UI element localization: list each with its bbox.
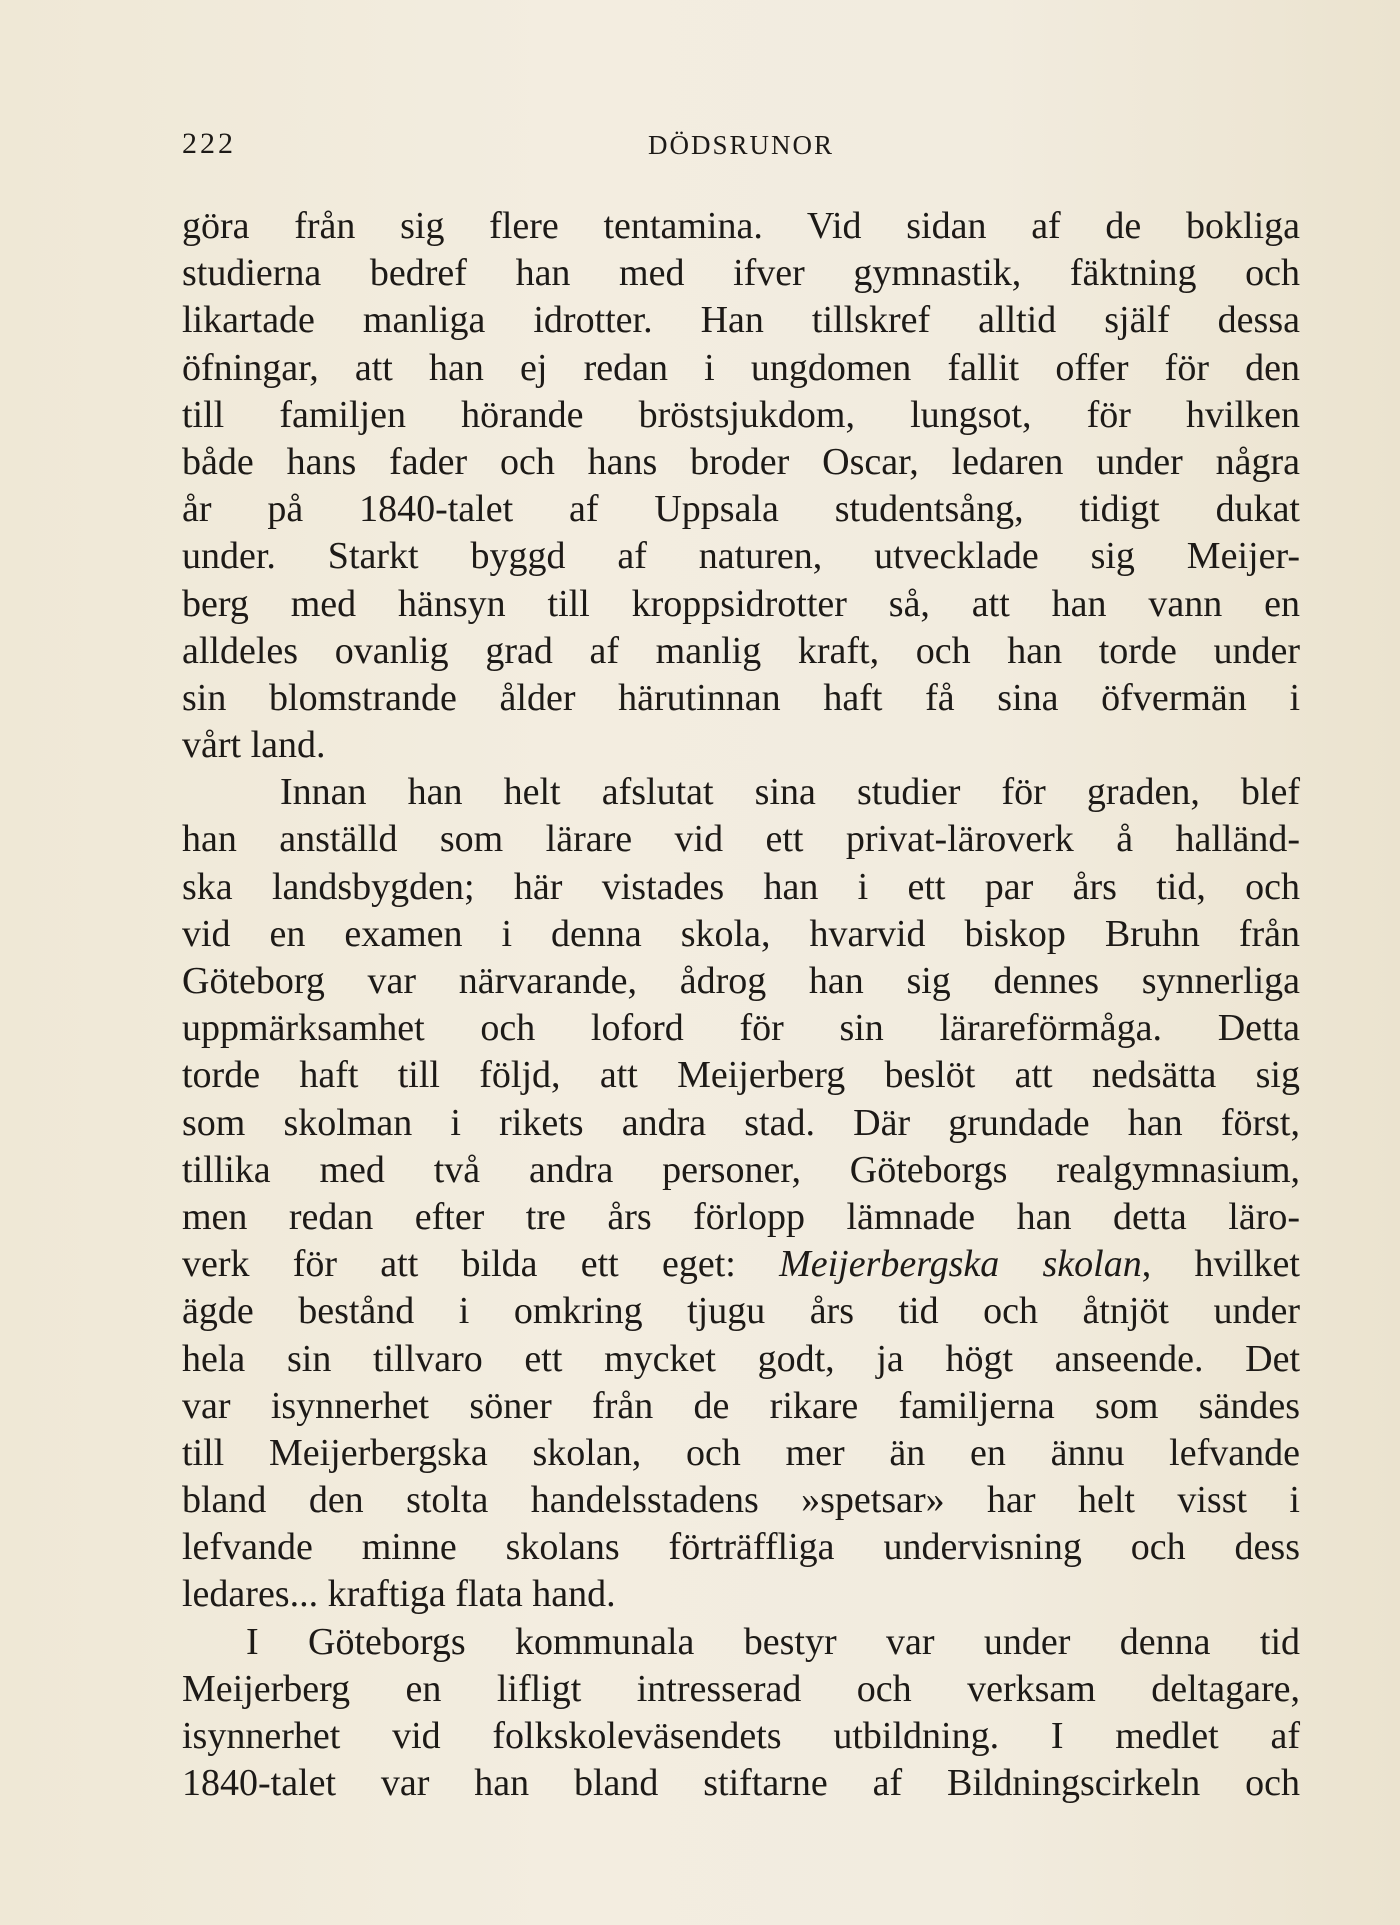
text-line: både hans fader och hans broder Oscar, ledaren under några [182, 440, 1300, 483]
page-number: 222 [182, 127, 236, 160]
text-line: Innan han helt afslutat sina studier för graden, blef [280, 771, 1300, 814]
text-line: sin blomstrande ålder härutinnan haft få sina öfvermän i [182, 676, 1300, 719]
text-line: isynnerhet vid folkskoleväsendets utbildning. I medlet af [182, 1715, 1300, 1757]
italic-school-name: Meijerbergska skolan [779, 1243, 1142, 1286]
text-line: ska landsbygden; här vistades han i ett par års tid, och [182, 865, 1300, 908]
page-header [182, 127, 1300, 167]
text-line: var isynnerhet söner från de rikare familjerna som sändes [182, 1384, 1300, 1427]
text-line: hela sin tillvaro ett mycket godt, ja högt anseende. Det [182, 1337, 1300, 1380]
text-line: vid en examen i denna skola, hvarvid biskop Bruhn från [182, 912, 1300, 955]
text-line: ledares... kraftiga flata hand. [182, 1573, 616, 1616]
text-line: han anställd som lärare vid ett privat-läroverk å halländ- [182, 818, 1300, 861]
text-fragment: , hvilket [1141, 1243, 1300, 1286]
text-fragment: verk för att bilda ett eget: [182, 1243, 780, 1286]
text-line: Göteborg var närvarande, ådrog han sig dennes synnerliga [182, 960, 1300, 1002]
text-line: Meijerberg en lifligt intresserad och verksam deltagare, [182, 1667, 1300, 1710]
text-line: under. Starkt byggd af naturen, utvecklade sig Meijer- [182, 535, 1300, 578]
text-line: berg med hänsyn till kroppsidrotter så, att han vann en [182, 582, 1300, 625]
text-line: likartade manliga idrotter. Han tillskref alltid själf dessa [182, 299, 1300, 342]
text-line: öfningar, att han ej redan i ungdomen fallit offer för den [182, 346, 1300, 389]
text-line: tillika med två andra personer, Göteborgs realgymnasium, [182, 1148, 1300, 1191]
running-head: DÖDSRUNOR [647, 130, 835, 160]
text-line: 1840-talet var han bland stiftarne af Bildningscirkeln och [182, 1762, 1300, 1805]
text-line: till familjen hörande bröstsjukdom, lungsot, för hvilken [182, 393, 1300, 436]
text-line: göra från sig flere tentamina. Vid sidan af de bokliga [182, 205, 1300, 247]
text-line: men redan efter tre års förlopp lämnade han detta läro- [182, 1195, 1300, 1238]
text-line: torde haft till följd, att Meijerberg beslöt att nedsätta sig [182, 1054, 1300, 1097]
text-line-with-italic [182, 1241, 1300, 1288]
text-line: år på 1840-talet af Uppsala studentsång, tidigt dukat [182, 488, 1300, 531]
text-line: lefvande minne skolans förträffliga undervisning och dess [182, 1526, 1300, 1569]
text-line: vårt land. [182, 724, 326, 767]
text-line: I Göteborgs kommunala bestyr var under denna tid [246, 1620, 1300, 1663]
text-line: som skolman i rikets andra stad. Där grundade han först, [182, 1101, 1300, 1144]
text-line: till Meijerbergska skolan, och mer än en ännu lefvande [182, 1431, 1300, 1474]
text-line: uppmärksamhet och loford för sin lärareförmåga. Detta [182, 1007, 1300, 1050]
text-line: bland den stolta handelsstadens »spetsar» har helt visst i [182, 1479, 1300, 1522]
text-line: studierna bedref han med ifver gymnastik, fäktning och [182, 252, 1300, 295]
text-line: alldeles ovanlig grad af manlig kraft, och han torde under [182, 629, 1300, 672]
body-text [182, 203, 1300, 1807]
text-line: ägde bestånd i omkring tjugu års tid och åtnjöt under [182, 1290, 1300, 1333]
